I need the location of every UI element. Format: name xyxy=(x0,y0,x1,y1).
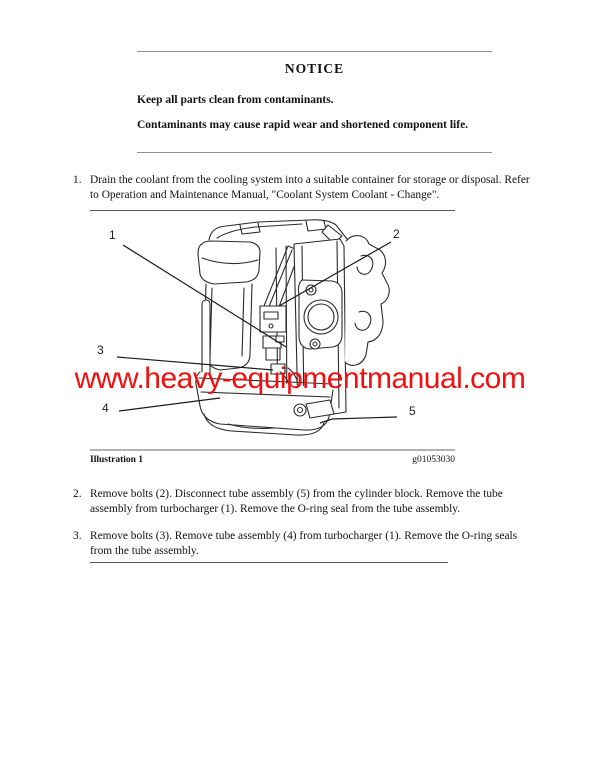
step-number: 3. xyxy=(73,530,82,542)
step-text: Drain the coolant from the cooling system into a suitable container for storage or disposal. Refer to Operation and Maintenance Manual, "Coolant System Coolant - Change". xyxy=(90,174,530,201)
engine-illustration xyxy=(90,218,455,448)
illustration-caption xyxy=(90,455,455,465)
callout-1: 1 xyxy=(109,228,116,242)
notice-title: NOTICE xyxy=(284,61,345,76)
callout-4: 4 xyxy=(102,401,109,415)
step-number: 1. xyxy=(73,174,82,186)
step-text: Remove bolts (2). Disconnect tube assembly (5) from the cylinder block. Remove the tube assembly from turbocharger (1). Remove the O-ring seal from the tube assembly. xyxy=(90,488,503,515)
notice-text-2: Contaminants may cause rapid wear and shortened component life. xyxy=(137,119,469,131)
step-1 xyxy=(73,173,535,202)
leader-line-5 xyxy=(320,417,397,423)
notice-rule-top xyxy=(137,51,492,52)
caption-code: g01053030 xyxy=(412,455,455,465)
callout-3: 3 xyxy=(97,343,104,357)
caption-title: Illustration 1 xyxy=(90,455,144,465)
illustration-rule-top xyxy=(90,210,455,211)
step-number: 2. xyxy=(73,488,82,500)
callout-2: 2 xyxy=(393,227,400,241)
step-2 xyxy=(73,487,535,516)
step-3 xyxy=(73,529,535,558)
illustration-rule-bottom xyxy=(90,449,455,451)
notice-rule-bottom xyxy=(137,152,492,153)
step-text: Remove bolts (3). Remove tube assembly (4) from turbocharger (1). Remove the O-ring seals from the tube assembly. xyxy=(90,530,518,557)
page-bottom-rule xyxy=(90,562,448,563)
notice-text-1: Keep all parts clean from contaminants. xyxy=(137,94,334,106)
engine-line-art-svg xyxy=(90,218,455,448)
callout-5: 5 xyxy=(409,404,416,418)
watermark-text: www.heavy-equipmentmanual.com xyxy=(74,362,526,395)
